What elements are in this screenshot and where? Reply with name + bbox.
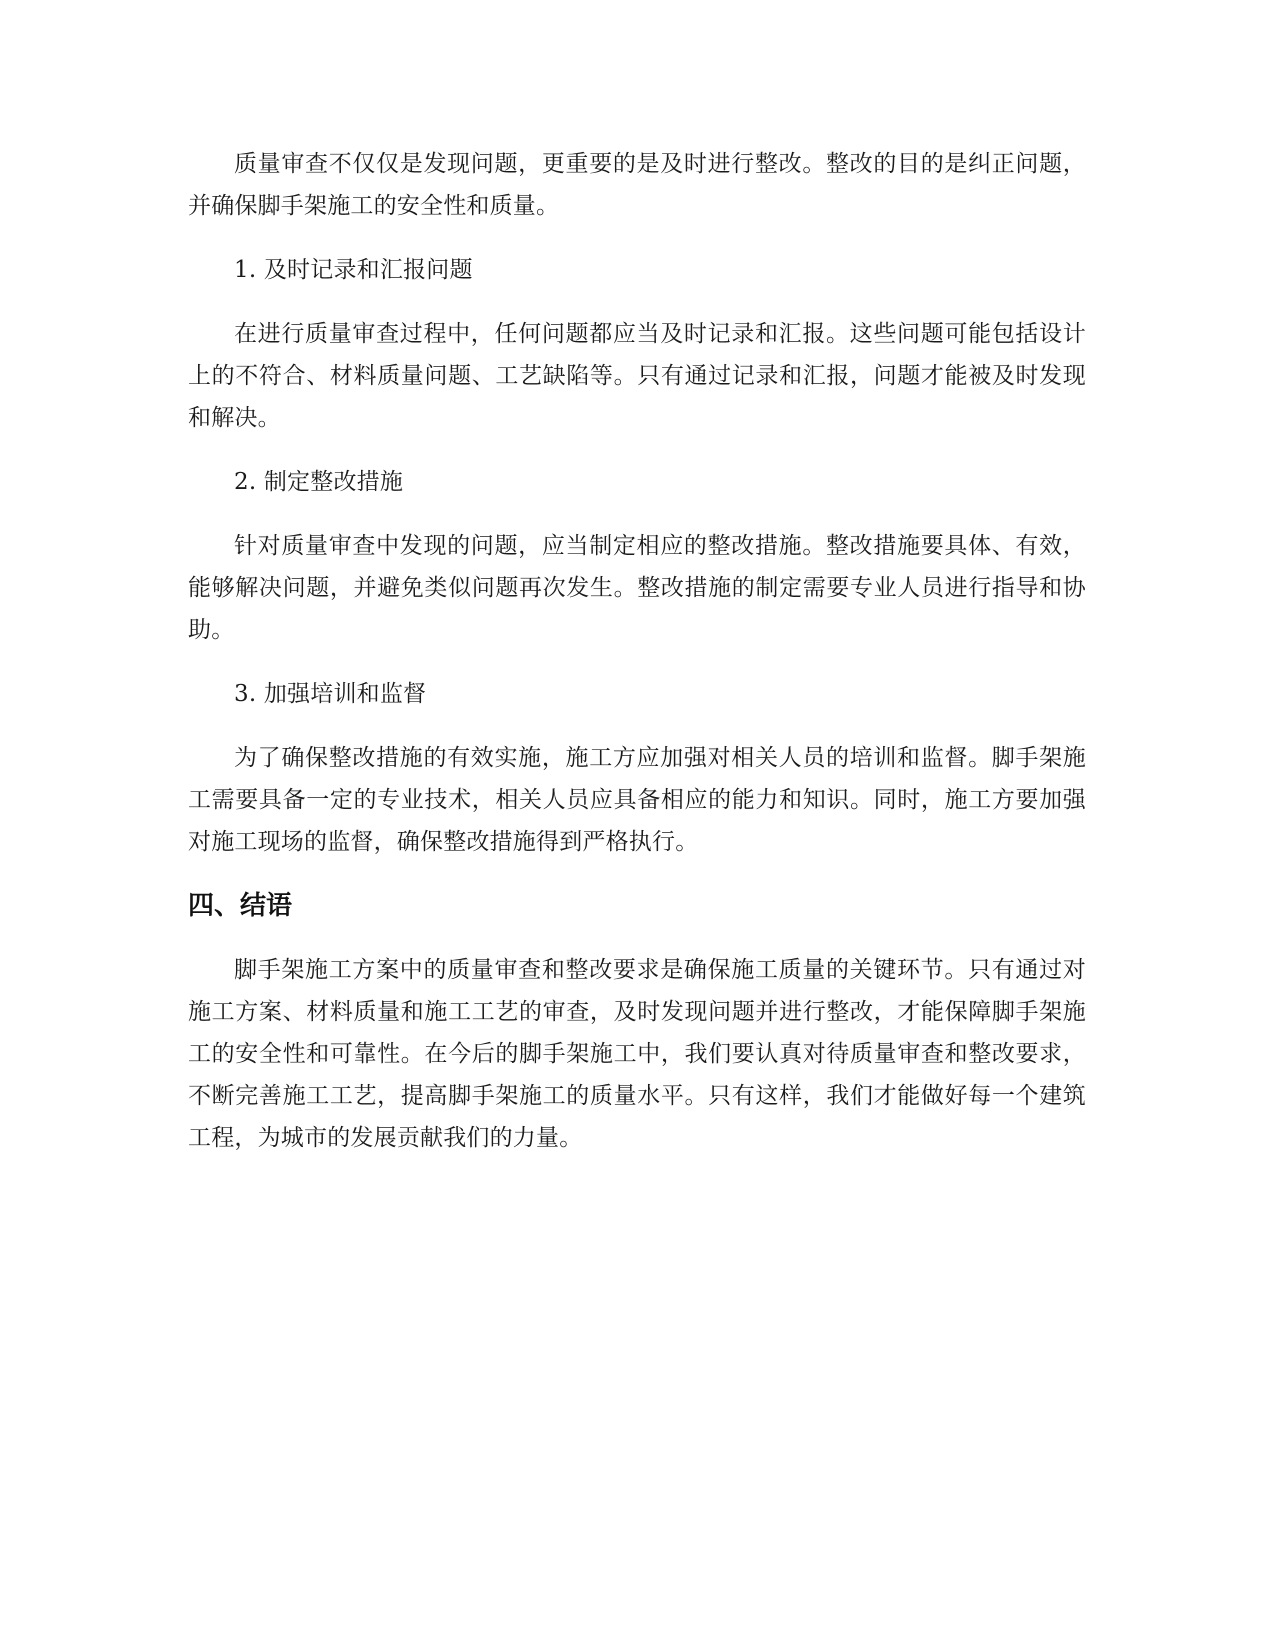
spacer xyxy=(188,927,1086,949)
paragraph-training: 为了确保整改措施的有效实施，施工方应加强对相关人员的培训和监督。脚手架施工需要具备一定的专业技术，相关人员应具备相应的能力和知识。同时，施工方要加强对施工现场的监督，确保整改措施得到严格执行。 xyxy=(188,745,1086,855)
list-item-measures: 2. 制定整改措施 xyxy=(234,469,404,495)
paragraph-record-report: 在进行质量审查过程中，任何问题都应当及时记录和汇报。这些问题可能包括设计上的不符合、材料质量问题、工艺缺陷等。只有通过记录和汇报，问题才能被及时发现和解决。 xyxy=(188,321,1086,431)
spacer xyxy=(188,651,1086,673)
paragraph-conclusion: 脚手架施工方案中的质量审查和整改要求是确保施工质量的关键环节。只有通过对施工方案、材料质量和施工工艺的审查，及时发现问题并进行整改，才能保障脚手架施工的安全性和可靠性。在今后的脚手架施工中，我们要认真对待质量审查和整改要求，不断完善施工工艺，提高脚手架施工的质量水平。只有这样，我们才能做好每一个建筑工程，为城市的发展贡献我们的力量。 xyxy=(188,957,1086,1151)
list-item-record-report: 1. 及时记录和汇报问题 xyxy=(234,257,473,283)
list-item-training: 3. 加强培训和监督 xyxy=(234,681,427,707)
paragraph-measures: 针对质量审查中发现的问题，应当制定相应的整改措施。整改措施要具体、有效，能够解决问题，并避免类似问题再次发生。整改措施的制定需要专业人员进行指导和协助。 xyxy=(188,533,1086,643)
spacer xyxy=(188,291,1086,313)
spacer xyxy=(188,863,1086,885)
spacer xyxy=(188,503,1086,525)
section-heading-conclusion: 四、结语 xyxy=(188,891,293,921)
spacer xyxy=(188,439,1086,461)
spacer xyxy=(188,227,1086,249)
spacer xyxy=(188,715,1086,737)
paragraph-rectification-intro: 质量审查不仅仅是发现问题，更重要的是及时进行整改。整改的目的是纠正问题，并确保脚手架施工的安全性和质量。 xyxy=(188,151,1086,219)
document-body xyxy=(188,143,1086,1159)
